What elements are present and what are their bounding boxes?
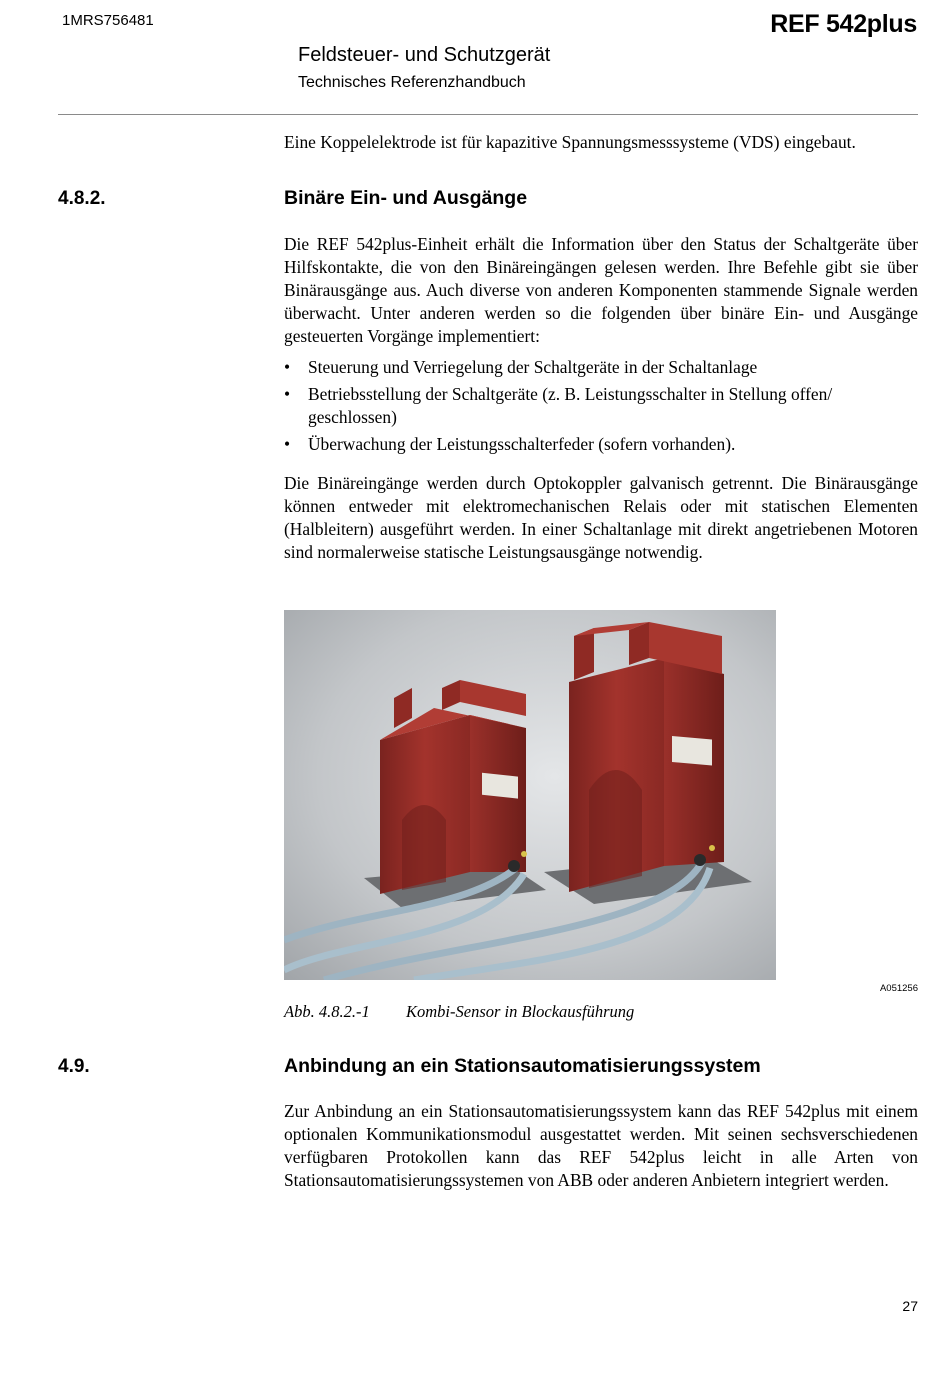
figure-caption	[284, 1002, 634, 1022]
document-subtitle: Feldsteuer- und Schutzgerät	[298, 44, 551, 66]
section-title: Anbindung an ein Stationsautomatisierungssystem	[284, 1055, 761, 1077]
section-paragraph: Die Binäreingänge werden durch Optokoppler galvanisch getrennt. Die Binärausgänge können entweder mit elektromechanischen Relais oder mit statischen Elementen (Halbleitern) ausgeführt werden. In einer Schaltanlage mit direkt angetriebenen Motoren sind normalerweise statische Leistungsausgänge notwendig.	[284, 473, 918, 562]
sensor-photo	[284, 610, 776, 980]
page-number: 27	[902, 1298, 918, 1314]
section-number: 4.9.	[58, 1056, 90, 1077]
document-id: 1MRS756481	[62, 12, 154, 29]
document-type: Technisches Referenzhandbuch	[298, 74, 526, 91]
bullet-list	[284, 356, 918, 460]
figure-caption-text: Kombi-Sensor in Blockausführung	[406, 1002, 635, 1021]
header-rule	[58, 114, 918, 115]
section-paragraph: Die REF 542plus-Einheit erhält die Information über den Status der Schaltgeräte über Hilfskontakte, die von den Binäreingängen gelesen werden. Ihre Befehle gibt sie über Binärausgänge aus. Auch diverse von anderen Komponenten stammende Signale werden überwacht. Unter anderen werden so die folgenden über binäre Ein- und Ausgänge gesteuerten Vorgänge implementiert:	[284, 234, 918, 346]
intro-paragraph: Eine Koppelelektrode ist für kapazitive Spannungsmesssysteme (VDS) eingebaut.	[284, 132, 856, 152]
section-number: 4.8.2.	[58, 188, 106, 209]
list-item: • Steuerung und Verriegelung der Schaltgeräte in der Schaltanlage	[284, 356, 918, 379]
list-item: • Betriebsstellung der Schaltgeräte (z. B. Leistungsschalter in Stellung offen/ geschlossen)	[284, 383, 918, 429]
section-title: Binäre Ein- und Ausgänge	[284, 187, 528, 209]
product-name: REF 542plus	[770, 10, 917, 38]
figure-caption-number: Abb. 4.8.2.-1	[284, 1002, 370, 1021]
section-paragraph: Zur Anbindung an ein Stationsautomatisierungssystem kann das REF 542plus mit einem optionalen Kommunikationsmodul ausgestattet werden. Mit seinen sechsverschiedenen verfügbaren Protokollen kann das REF 542plus leicht in alle Arten von Stationsautomatisierungssystemen von ABB oder anderen Anbietern integriert werden.	[284, 1101, 918, 1190]
figure-id: A051256	[879, 983, 918, 994]
list-item: • Überwachung der Leistungsschalterfeder (sofern vorhanden).	[284, 433, 918, 456]
